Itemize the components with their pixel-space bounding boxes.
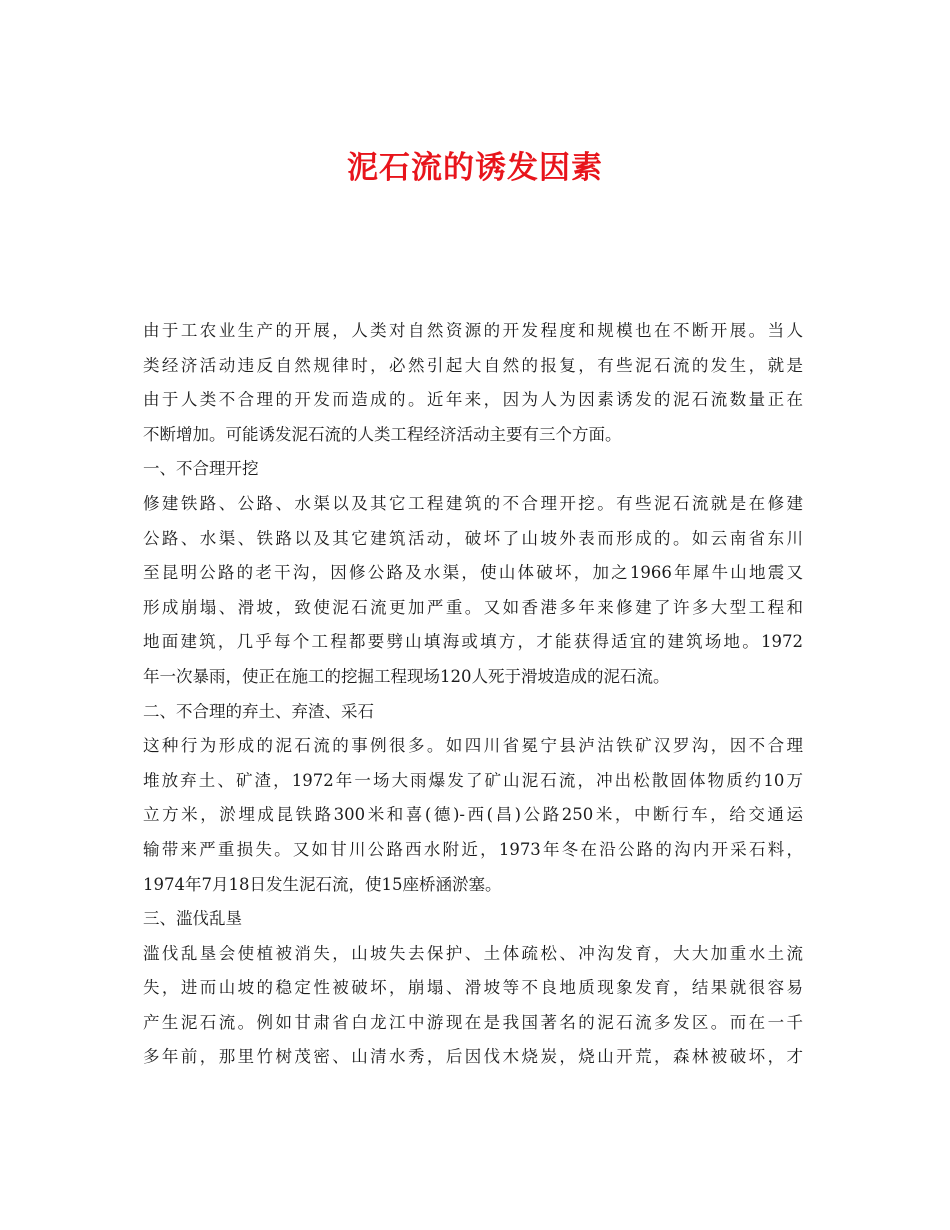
text-line: 滥伐乱垦会使植被消失，山坡失去保护、土体疏松、冲沟发育，大大加重水土流 [143, 943, 803, 963]
text-line: 1974年7月18日发生泥石流，使15座桥涵淤塞。 [143, 874, 502, 894]
document-body [143, 314, 803, 1075]
section-paragraph-2 [143, 729, 803, 902]
text-line: 由于工农业生产的开展，人类对自然资源的开发程度和规模也在不断开展。当人 [143, 321, 803, 340]
text-line: 多年前，那里竹树茂密、山清水秀，后因伐木烧炭，烧山开荒，森林被破坏，才 [143, 1047, 803, 1067]
text-line: 年一次暴雨，使正在施工的挖掘工程现场120人死于滑坡造成的泥石流。 [143, 666, 670, 686]
text-line: 不断增加。可能诱发泥石流的人类工程经济活动主要有三个方面。 [143, 424, 622, 444]
text-line: 失，进而山坡的稳定性被破坏，崩塌、滑坡等不良地质现象发育，结果就很容易 [143, 978, 803, 998]
text-line: 类经济活动违反自然规律时，必然引起大自然的报复，有些泥石流的发生，就是 [143, 355, 803, 375]
text-line: 地面建筑，几乎每个工程都要劈山填海或填方，才能获得适宜的建筑场地。1972 [143, 632, 803, 652]
text-line: 形成崩塌、滑坡，致使泥石流更加严重。又如香港多年来修建了许多大型工程和 [143, 597, 803, 617]
text-line: 立方米，淤埋成昆铁路300米和喜(德)-西(昌)公路250米，中断行车，给交通运 [143, 805, 803, 825]
section-paragraph-3 [143, 937, 803, 1075]
section-paragraph-1 [143, 487, 803, 695]
text-line: 产生泥石流。例如甘肃省白龙江中游现在是我国著名的泥石流多发区。而在一千 [143, 1012, 803, 1032]
document-title: 泥石流的诱发因素 [347, 149, 603, 186]
text-line: 修建铁路、公路、水渠以及其它工程建筑的不合理开挖。有些泥石流就是在修建 [143, 493, 803, 513]
section-heading-2: 二、不合理的弃土、弃渣、采石 [143, 701, 374, 721]
text-line: 输带来严重损失。又如甘川公路西水附近，1973年冬在沿公路的沟内开采石料， [143, 839, 803, 859]
text-line: 这种行为形成的泥石流的事例很多。如四川省冕宁县泸沽铁矿汉罗沟，因不合理 [143, 736, 803, 756]
text-line: 由于人类不合理的开发而造成的。近年来，因为人为因素诱发的泥石流数量正在 [143, 390, 803, 410]
text-line: 至昆明公路的老干沟，因修公路及水渠，使山体破坏，加之1966年犀牛山地震又 [143, 563, 803, 583]
text-line: 堆放弃土、矿渣，1972年一场大雨爆发了矿山泥石流，冲出松散固体物质约10万 [143, 770, 803, 790]
intro-paragraph [143, 314, 803, 452]
section-heading-1: 一、不合理开挖 [143, 459, 259, 479]
section-heading-3: 三、滥伐乱垦 [143, 909, 242, 929]
text-line: 公路、水渠、铁路以及其它建筑活动，破坏了山坡外表而形成的。如云南省东川 [143, 528, 803, 548]
